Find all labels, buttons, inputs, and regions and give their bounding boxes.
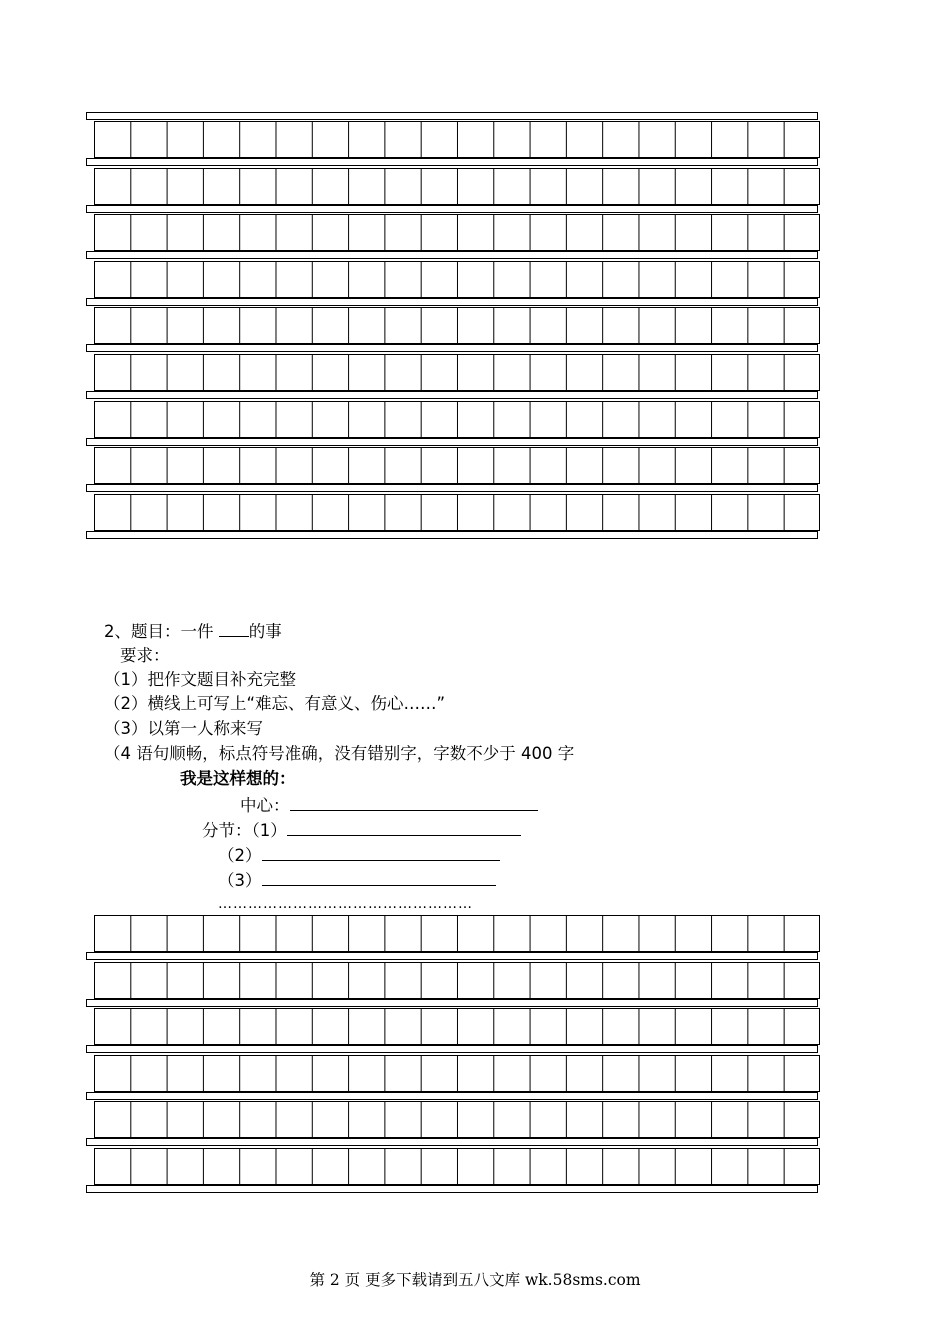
section-blank-2[interactable] — [262, 844, 500, 861]
grid-row[interactable] — [94, 962, 820, 999]
grid-row[interactable] — [94, 1148, 820, 1185]
grid-separator-band — [86, 1138, 818, 1146]
grid-row[interactable] — [94, 121, 820, 158]
grid-row[interactable] — [94, 261, 820, 298]
center-blank[interactable] — [290, 794, 538, 811]
grid-row[interactable] — [94, 214, 820, 251]
requirement-3: （3）以第一人称来写 — [104, 719, 263, 738]
grid-row[interactable] — [94, 1101, 820, 1138]
title-blank[interactable] — [219, 620, 249, 637]
grid-row[interactable] — [94, 307, 820, 344]
grid-separator-band — [86, 531, 818, 539]
section-line-1 — [202, 819, 521, 841]
section-blank-1[interactable] — [287, 819, 521, 836]
center-label: 中心： — [240, 796, 290, 815]
grid-separator-band — [86, 158, 818, 166]
requirement-1: （1）把作文题目补充完整 — [104, 670, 296, 689]
grid-separator-band — [86, 1185, 818, 1193]
grid-separator-band — [86, 251, 818, 259]
title-suffix: 的事 — [248, 622, 282, 641]
section-label: 分节：（1） — [202, 821, 287, 840]
section-blank-3[interactable] — [262, 869, 496, 886]
ellipsis-dots: …………………………………………… — [218, 896, 473, 912]
grid-separator-band — [86, 438, 818, 446]
grid-row[interactable] — [94, 354, 820, 391]
grid-row[interactable] — [94, 1055, 820, 1092]
grid-separator-band — [86, 298, 818, 306]
grid-row[interactable] — [94, 168, 820, 205]
requirement-2: （2）横线上可写上“难忘、有意义、伤心……” — [104, 694, 446, 713]
writing-grid-bottom — [86, 915, 820, 1195]
grid-row[interactable] — [94, 915, 820, 952]
grid-separator-band — [86, 344, 818, 352]
requirements-label: 要求： — [120, 646, 170, 665]
grid-row[interactable] — [94, 494, 820, 531]
question-title — [104, 620, 282, 642]
item2-label: （2） — [218, 846, 262, 865]
grid-separator-band — [86, 112, 818, 120]
grid-separator-band — [86, 952, 818, 960]
grid-separator-band — [86, 205, 818, 213]
section-line-2 — [218, 844, 500, 866]
requirement-4: （4 语句顺畅，标点符号准确，没有错别字，字数不少于 400 字 — [104, 744, 575, 763]
grid-row[interactable] — [94, 1008, 820, 1045]
section-line-3 — [218, 869, 496, 891]
page-footer: 第 2 页 更多下载请到五八文库 wk.58sms.com — [309, 1271, 641, 1289]
center-line — [240, 794, 538, 816]
grid-separator-band — [86, 1092, 818, 1100]
grid-row[interactable] — [94, 447, 820, 484]
item3-label: （3） — [218, 871, 262, 890]
grid-separator-band — [86, 484, 818, 492]
title-prefix: 2、题目：一件 — [104, 622, 219, 641]
writing-grid-top — [86, 112, 820, 540]
grid-separator-band — [86, 1045, 818, 1053]
grid-separator-band — [86, 999, 818, 1007]
plan-heading: 我是这样想的： — [180, 769, 296, 788]
grid-row[interactable] — [94, 401, 820, 438]
grid-separator-band — [86, 391, 818, 399]
